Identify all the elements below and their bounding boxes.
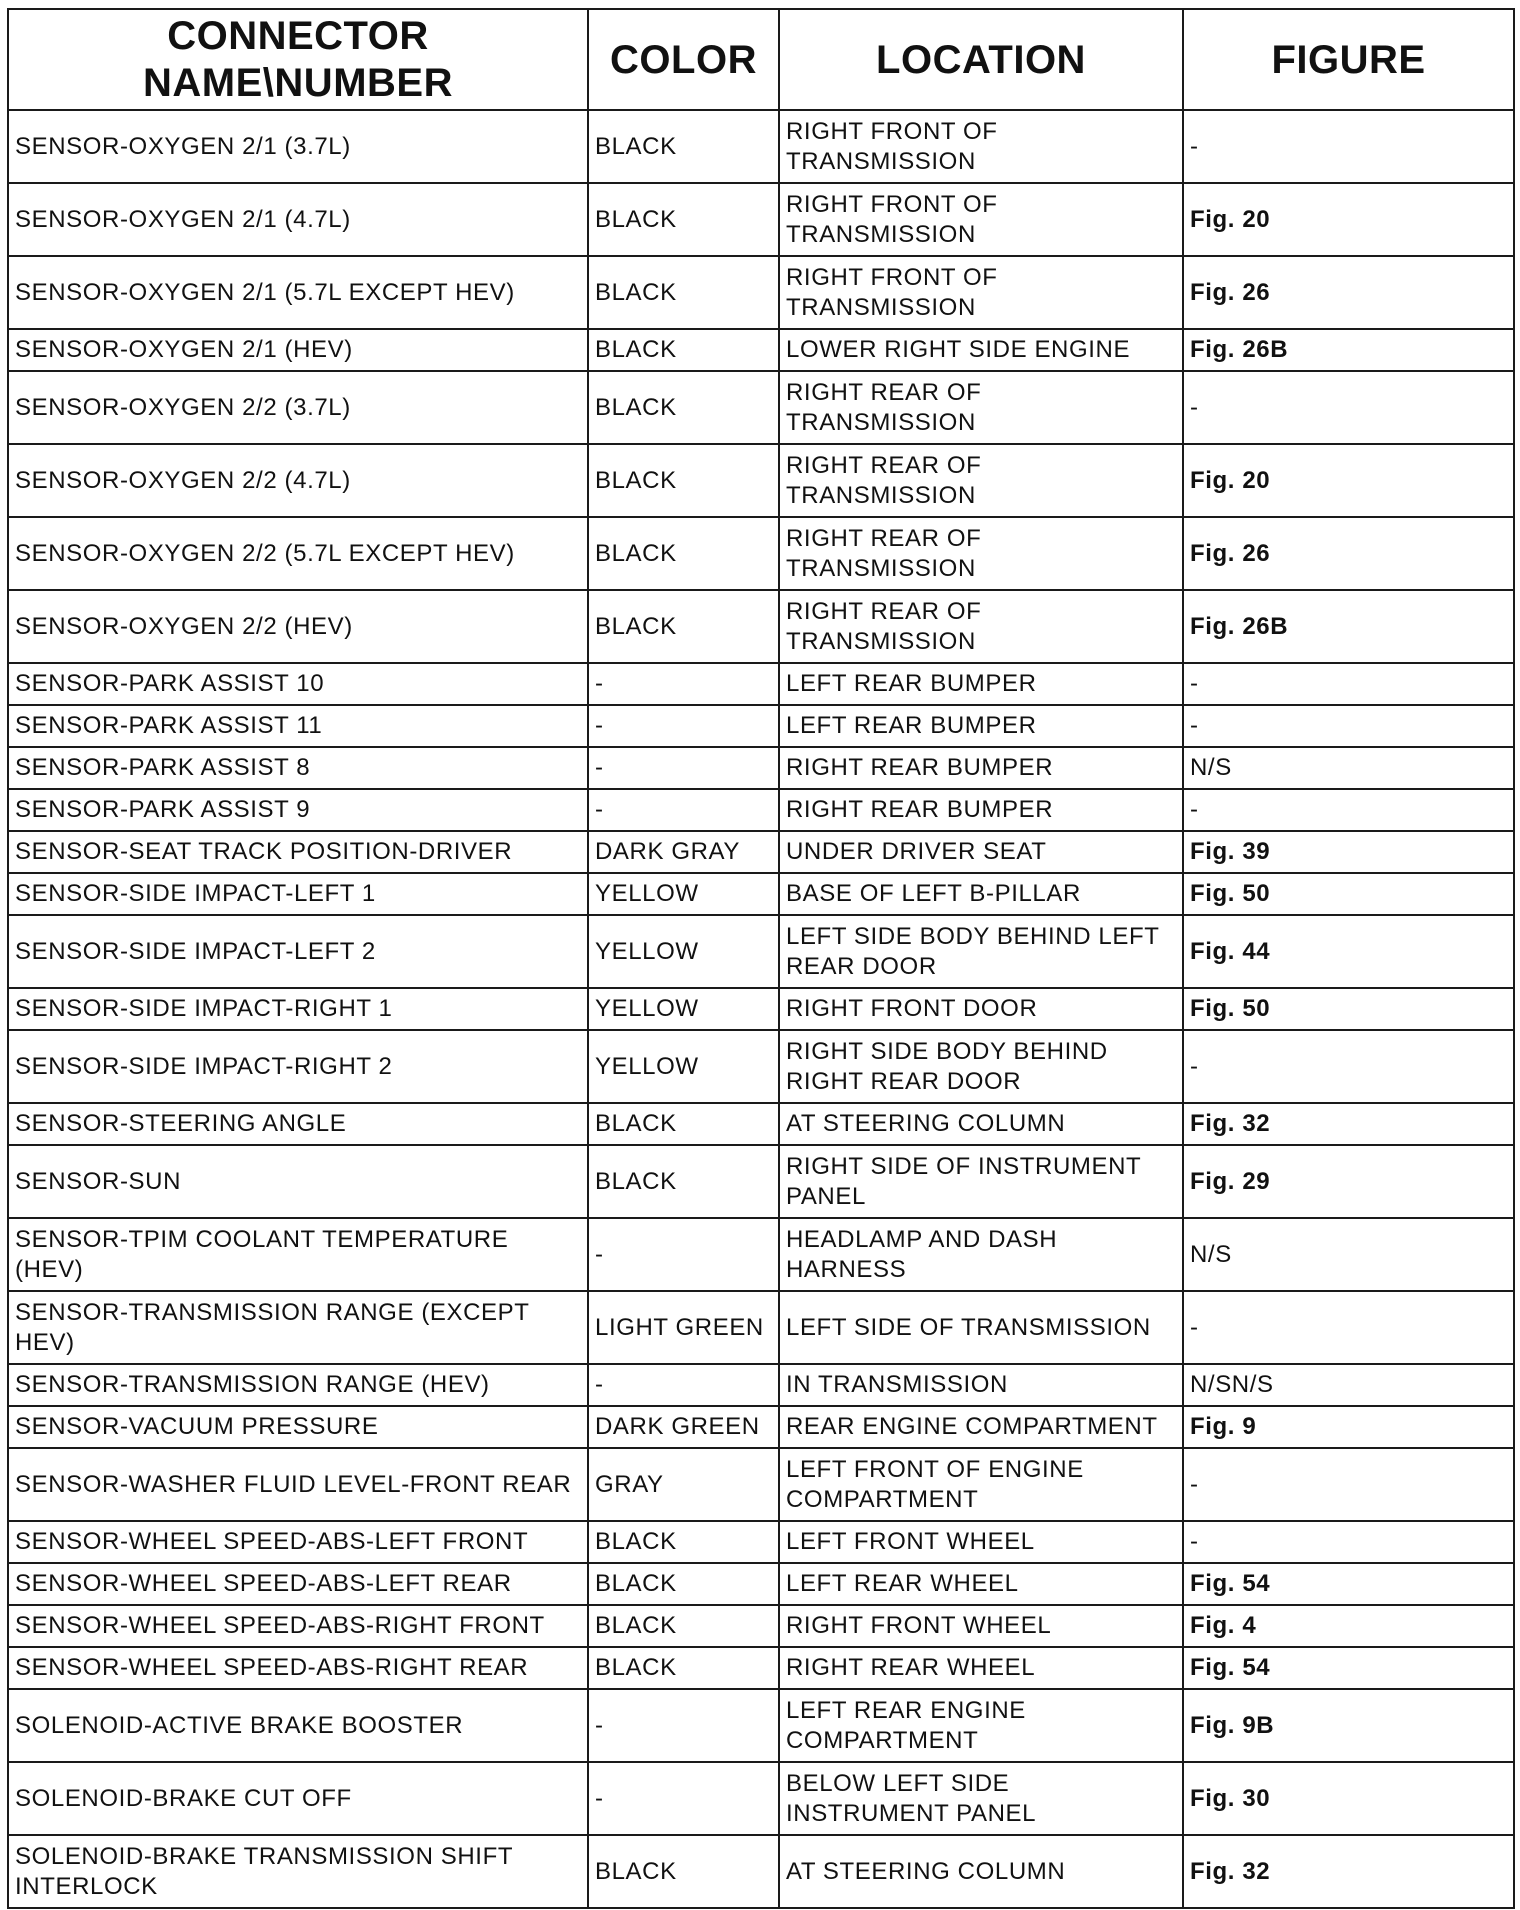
location-cell: RIGHT SIDE BODY BEHIND RIGHT REAR DOOR (779, 1030, 1183, 1103)
connector-name-cell: SENSOR-VACUUM PRESSURE (8, 1406, 588, 1448)
color-cell: BLACK (588, 1647, 779, 1689)
connector-name-cell: SENSOR-WHEEL SPEED-ABS-LEFT FRONT (8, 1521, 588, 1563)
figure-cell: Fig. 30 (1183, 1762, 1514, 1835)
location-cell: RIGHT REAR BUMPER (779, 747, 1183, 789)
connector-name-cell: SENSOR-OXYGEN 2/1 (3.7L) (8, 110, 588, 183)
figure-cell: Fig. 26 (1183, 256, 1514, 329)
table-row (8, 747, 1514, 789)
connector-name-cell: SENSOR-OXYGEN 2/2 (3.7L) (8, 371, 588, 444)
table-row (8, 1762, 1514, 1835)
figure-cell: - (1183, 1448, 1514, 1521)
location-cell: RIGHT REAR WHEEL (779, 1647, 1183, 1689)
figure-cell: N/SN/S (1183, 1364, 1514, 1406)
figure-cell: Fig. 54 (1183, 1647, 1514, 1689)
figure-cell: Fig. 50 (1183, 873, 1514, 915)
figure-cell: N/S (1183, 1218, 1514, 1291)
table-row (8, 1563, 1514, 1605)
color-cell: BLACK (588, 444, 779, 517)
figure-cell: - (1183, 1030, 1514, 1103)
figure-cell: Fig. 50 (1183, 988, 1514, 1030)
connector-name-cell: SENSOR-TPIM COOLANT TEMPERATURE (HEV) (8, 1218, 588, 1291)
table-row (8, 705, 1514, 747)
header-figure: FIGURE (1183, 9, 1514, 110)
connector-name-cell: SENSOR-PARK ASSIST 8 (8, 747, 588, 789)
connector-name-cell: SENSOR-OXYGEN 2/1 (5.7L EXCEPT HEV) (8, 256, 588, 329)
table-row (8, 1291, 1514, 1364)
table-row (8, 110, 1514, 183)
figure-cell: - (1183, 371, 1514, 444)
connector-name-cell: SENSOR-WHEEL SPEED-ABS-LEFT REAR (8, 1563, 588, 1605)
table-row (8, 444, 1514, 517)
color-cell: YELLOW (588, 873, 779, 915)
location-cell: LEFT SIDE OF TRANSMISSION (779, 1291, 1183, 1364)
location-cell: RIGHT REAR OF TRANSMISSION (779, 444, 1183, 517)
connector-name-cell: SENSOR-OXYGEN 2/2 (HEV) (8, 590, 588, 663)
connector-table (7, 8, 1515, 1909)
connector-name-cell: SENSOR-STEERING ANGLE (8, 1103, 588, 1145)
connector-name-cell: SENSOR-TRANSMISSION RANGE (EXCEPT HEV) (8, 1291, 588, 1364)
location-cell: LEFT REAR BUMPER (779, 663, 1183, 705)
table-row (8, 1647, 1514, 1689)
table-row (8, 789, 1514, 831)
figure-cell: N/S (1183, 747, 1514, 789)
table-row (8, 371, 1514, 444)
location-cell: RIGHT REAR BUMPER (779, 789, 1183, 831)
location-cell: RIGHT REAR OF TRANSMISSION (779, 517, 1183, 590)
color-cell: BLACK (588, 1145, 779, 1218)
table-row (8, 663, 1514, 705)
figure-cell: Fig. 29 (1183, 1145, 1514, 1218)
color-cell: DARK GREEN (588, 1406, 779, 1448)
color-cell: BLACK (588, 110, 779, 183)
table-row (8, 1521, 1514, 1563)
location-cell: RIGHT FRONT OF TRANSMISSION (779, 183, 1183, 256)
figure-cell: - (1183, 1291, 1514, 1364)
connector-name-cell: SENSOR-OXYGEN 2/1 (HEV) (8, 329, 588, 371)
location-cell: LEFT REAR WHEEL (779, 1563, 1183, 1605)
connector-name-cell: SOLENOID-BRAKE TRANSMISSION SHIFT INTERLOCK (8, 1835, 588, 1908)
location-cell: BASE OF LEFT B-PILLAR (779, 873, 1183, 915)
figure-cell: Fig. 26B (1183, 590, 1514, 663)
table-row (8, 873, 1514, 915)
table-row (8, 831, 1514, 873)
connector-name-cell: SENSOR-SIDE IMPACT-LEFT 1 (8, 873, 588, 915)
table-row (8, 256, 1514, 329)
location-cell: UNDER DRIVER SEAT (779, 831, 1183, 873)
location-cell: RIGHT SIDE OF INSTRUMENT PANEL (779, 1145, 1183, 1218)
connector-name-cell: SENSOR-SIDE IMPACT-RIGHT 1 (8, 988, 588, 1030)
color-cell: - (588, 1218, 779, 1291)
connector-name-cell: SENSOR-SUN (8, 1145, 588, 1218)
color-cell: BLACK (588, 183, 779, 256)
figure-cell: Fig. 44 (1183, 915, 1514, 988)
color-cell: BLACK (588, 329, 779, 371)
location-cell: AT STEERING COLUMN (779, 1103, 1183, 1145)
location-cell: LEFT REAR BUMPER (779, 705, 1183, 747)
table-row (8, 1218, 1514, 1291)
figure-cell: Fig. 20 (1183, 444, 1514, 517)
location-cell: RIGHT FRONT WHEEL (779, 1605, 1183, 1647)
header-location: LOCATION (779, 9, 1183, 110)
color-cell: BLACK (588, 1605, 779, 1647)
color-cell: BLACK (588, 256, 779, 329)
figure-cell: - (1183, 1521, 1514, 1563)
connector-name-cell: SOLENOID-BRAKE CUT OFF (8, 1762, 588, 1835)
location-cell: IN TRANSMISSION (779, 1364, 1183, 1406)
figure-cell: - (1183, 663, 1514, 705)
color-cell: - (588, 1762, 779, 1835)
connector-name-cell: SENSOR-OXYGEN 2/2 (5.7L EXCEPT HEV) (8, 517, 588, 590)
figure-cell: Fig. 26 (1183, 517, 1514, 590)
figure-cell: Fig. 39 (1183, 831, 1514, 873)
header-connector-name-number (8, 9, 588, 110)
figure-cell: Fig. 20 (1183, 183, 1514, 256)
figure-cell: Fig. 32 (1183, 1835, 1514, 1908)
location-cell: LEFT FRONT WHEEL (779, 1521, 1183, 1563)
color-cell: BLACK (588, 1103, 779, 1145)
location-cell: RIGHT FRONT OF TRANSMISSION (779, 256, 1183, 329)
header-row (8, 9, 1514, 110)
location-cell: RIGHT REAR OF TRANSMISSION (779, 590, 1183, 663)
table-row (8, 1448, 1514, 1521)
figure-cell: - (1183, 705, 1514, 747)
connector-name-cell: SENSOR-SEAT TRACK POSITION-DRIVER (8, 831, 588, 873)
table-row (8, 1364, 1514, 1406)
location-cell: LOWER RIGHT SIDE ENGINE (779, 329, 1183, 371)
figure-cell: - (1183, 789, 1514, 831)
table-header (8, 9, 1514, 110)
color-cell: BLACK (588, 1521, 779, 1563)
location-cell: LEFT SIDE BODY BEHIND LEFT REAR DOOR (779, 915, 1183, 988)
location-cell: REAR ENGINE COMPARTMENT (779, 1406, 1183, 1448)
location-cell: LEFT FRONT OF ENGINE COMPARTMENT (779, 1448, 1183, 1521)
connector-name-cell: SENSOR-PARK ASSIST 11 (8, 705, 588, 747)
color-cell: YELLOW (588, 1030, 779, 1103)
connector-name-cell: SENSOR-OXYGEN 2/1 (4.7L) (8, 183, 588, 256)
color-cell: YELLOW (588, 915, 779, 988)
header-color: COLOR (588, 9, 779, 110)
color-cell: - (588, 663, 779, 705)
figure-cell: - (1183, 110, 1514, 183)
location-cell: BELOW LEFT SIDE INSTRUMENT PANEL (779, 1762, 1183, 1835)
connector-name-cell: SENSOR-WHEEL SPEED-ABS-RIGHT FRONT (8, 1605, 588, 1647)
table-row (8, 1689, 1514, 1762)
table-row (8, 915, 1514, 988)
color-cell: BLACK (588, 517, 779, 590)
table-row (8, 1030, 1514, 1103)
connector-name-cell: SENSOR-SIDE IMPACT-RIGHT 2 (8, 1030, 588, 1103)
color-cell: BLACK (588, 371, 779, 444)
figure-cell: Fig. 4 (1183, 1605, 1514, 1647)
figure-cell: Fig. 9B (1183, 1689, 1514, 1762)
header-connector-line2: NAME\NUMBER (143, 60, 453, 105)
color-cell: YELLOW (588, 988, 779, 1030)
header-connector-line1: CONNECTOR (167, 13, 429, 58)
table-row (8, 183, 1514, 256)
figure-cell: Fig. 32 (1183, 1103, 1514, 1145)
figure-cell: Fig. 9 (1183, 1406, 1514, 1448)
color-cell: GRAY (588, 1448, 779, 1521)
color-cell: BLACK (588, 590, 779, 663)
color-cell: BLACK (588, 1835, 779, 1908)
table-row (8, 1835, 1514, 1908)
location-cell: HEADLAMP AND DASH HARNESS (779, 1218, 1183, 1291)
color-cell: DARK GRAY (588, 831, 779, 873)
color-cell: LIGHT GREEN (588, 1291, 779, 1364)
connector-name-cell: SENSOR-WHEEL SPEED-ABS-RIGHT REAR (8, 1647, 588, 1689)
table-body (8, 110, 1514, 1908)
table-row (8, 329, 1514, 371)
color-cell: - (588, 1689, 779, 1762)
location-cell: AT STEERING COLUMN (779, 1835, 1183, 1908)
table-row (8, 517, 1514, 590)
color-cell: - (588, 789, 779, 831)
table-row (8, 1103, 1514, 1145)
connector-name-cell: SENSOR-WASHER FLUID LEVEL-FRONT REAR (8, 1448, 588, 1521)
connector-name-cell: SENSOR-OXYGEN 2/2 (4.7L) (8, 444, 588, 517)
connector-name-cell: SENSOR-PARK ASSIST 10 (8, 663, 588, 705)
color-cell: - (588, 747, 779, 789)
table-row (8, 1605, 1514, 1647)
connector-name-cell: SENSOR-SIDE IMPACT-LEFT 2 (8, 915, 588, 988)
connector-name-cell: SOLENOID-ACTIVE BRAKE BOOSTER (8, 1689, 588, 1762)
table-row (8, 590, 1514, 663)
figure-cell: Fig. 26B (1183, 329, 1514, 371)
table-row (8, 1145, 1514, 1218)
color-cell: - (588, 1364, 779, 1406)
color-cell: - (588, 705, 779, 747)
figure-cell: Fig. 54 (1183, 1563, 1514, 1605)
table-row (8, 988, 1514, 1030)
color-cell: BLACK (588, 1563, 779, 1605)
location-cell: RIGHT FRONT DOOR (779, 988, 1183, 1030)
location-cell: LEFT REAR ENGINE COMPARTMENT (779, 1689, 1183, 1762)
connector-name-cell: SENSOR-TRANSMISSION RANGE (HEV) (8, 1364, 588, 1406)
table-row (8, 1406, 1514, 1448)
location-cell: RIGHT REAR OF TRANSMISSION (779, 371, 1183, 444)
location-cell: RIGHT FRONT OF TRANSMISSION (779, 110, 1183, 183)
connector-name-cell: SENSOR-PARK ASSIST 9 (8, 789, 588, 831)
